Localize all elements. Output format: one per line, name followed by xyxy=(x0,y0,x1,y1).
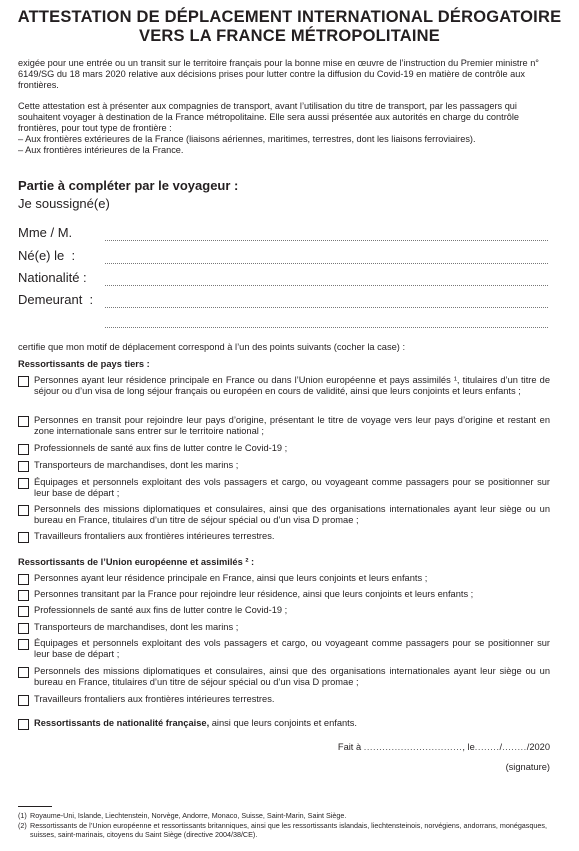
option-eu-crew[interactable] xyxy=(18,638,550,661)
place-date-line xyxy=(338,742,550,752)
option-eu-diplomatic[interactable] xyxy=(18,666,550,689)
address-dotted-line-2[interactable] xyxy=(105,327,548,328)
option-third-country-health[interactable] xyxy=(18,443,550,454)
certifie-statement: certifie que mon motif de déplacement correspond à l’un des points suivants (cocher la case) : xyxy=(18,342,406,352)
checkbox[interactable] xyxy=(18,606,29,617)
footnote-1-text: Royaume-Uni, Islande, Liechtenstein, Norvège, Andorre, Monaco, Suisse, Saint-Marin, Saint Siège. xyxy=(30,811,347,820)
option-label: Personnels des missions diplomatiques et consulaires, ainsi que des organisations internationales ayant leur siège ou un bureau en France, titulaires d’un titre de séjour spécial ou d’un visa D promae ; xyxy=(34,504,550,526)
footnote-2 xyxy=(18,821,563,839)
checkbox[interactable] xyxy=(18,574,29,585)
option-label: Personnes en transit pour rejoindre leur pays d’origine, présentant le titre de voyage vers leur pays d’origine et restant en zone internationale sans entrer sur le territoire national ; xyxy=(34,415,550,437)
option-eu-freight[interactable] xyxy=(18,622,550,633)
group-eu-title: Ressortissants de l’Union européenne et assimilés ² : xyxy=(18,557,255,567)
signature-label: (signature) xyxy=(505,762,550,772)
option-third-country-crew[interactable] xyxy=(18,477,550,500)
option-eu-health[interactable] xyxy=(18,605,550,616)
address-dotted-line[interactable] xyxy=(105,307,548,308)
slash: / xyxy=(499,742,503,752)
option-label: Personnes transitant par la France pour rejoindre leur résidence, ainsi que leurs conjoints et leurs enfants ; xyxy=(34,589,474,599)
footnote-1-number: (1) xyxy=(18,811,27,820)
option-label: Travailleurs frontaliers aux frontières intérieures terrestres. xyxy=(34,694,275,704)
footnote-1 xyxy=(18,811,563,820)
month-dotted-field[interactable]: ........ xyxy=(502,742,527,752)
section-title: Partie à compléter par le voyageur : xyxy=(18,178,239,193)
option-label: Équipages et personnels exploitant des vols passagers et cargo, ou voyageant comme passagers pour se positionner sur leur base de départ ; xyxy=(34,477,550,499)
option-label-bold: Ressortissants de nationalité française, xyxy=(34,718,210,728)
soussigne-label: Je soussigné(e) xyxy=(18,196,110,211)
fait-prefix: Fait à xyxy=(337,742,364,752)
birthdate-dotted-line[interactable] xyxy=(105,263,548,264)
option-label: Transporteurs de marchandises, dont les marins ; xyxy=(34,622,239,632)
address-label: Demeurant : xyxy=(18,292,94,307)
le-label: , le xyxy=(462,742,475,752)
intro-paragraph-1: exigée pour une entrée ou un transit sur le territoire français pour la bonne mise en œuvre de l’instruction du Premier ministre n° 6149/SG du 18 mars 2020 relative aux décisions prises pour lutter contre la diffusion du Covid-19 en matière de contrôle aux frontières. xyxy=(18,58,539,90)
name-label: Mme / M. xyxy=(18,225,73,240)
option-third-country-freight[interactable] xyxy=(18,460,550,471)
option-eu-crossborder[interactable] xyxy=(18,694,550,705)
footnote-divider xyxy=(18,806,52,807)
option-label xyxy=(34,718,550,729)
checkbox[interactable] xyxy=(18,695,29,706)
option-label: Personnels des missions diplomatiques et consulaires, ainsi que des organisations internationales ayant leur siège ou un bureau en France, titulaires d’un titre de séjour spécial ou d’un visa D promae ; xyxy=(34,666,550,688)
checkbox[interactable] xyxy=(18,667,29,678)
option-label: Professionnels de santé aux fins de lutter contre le Covid-19 ; xyxy=(34,443,288,453)
checkbox[interactable] xyxy=(18,590,29,601)
checkbox[interactable] xyxy=(18,505,29,516)
checkbox[interactable] xyxy=(18,444,29,455)
checkbox[interactable] xyxy=(18,461,29,472)
option-label: Personnes ayant leur résidence principale en France ou dans l’Union européenne et pays assimilés ¹, titulaires d’un titre de séjour ou d’un visa de long séjour français ou européen en cours de validité, ainsi que leurs conjoints et leurs enfants ; xyxy=(34,375,550,397)
group-third-country-title: Ressortissants de pays tiers : xyxy=(18,359,150,369)
footnote-2-number: (2) xyxy=(18,821,27,830)
intro-paragraph-2 xyxy=(18,101,558,156)
option-label: Transporteurs de marchandises, dont les marins ; xyxy=(34,460,239,470)
checkbox[interactable] xyxy=(18,416,29,427)
name-dotted-line[interactable] xyxy=(105,240,548,241)
nationality-label: Nationalité : xyxy=(18,270,87,285)
title-line-1: ATTESTATION DE DÉPLACEMENT INTERNATIONAL DÉROGATOIRE xyxy=(17,8,562,26)
name-field[interactable] xyxy=(18,225,548,243)
address-field[interactable] xyxy=(18,292,548,310)
nationality-dotted-line[interactable] xyxy=(105,285,548,286)
title-line-2: VERS LA FRANCE MÉTROPOLITAINE xyxy=(139,27,440,45)
option-french-nationals[interactable] xyxy=(18,718,550,729)
option-label: Travailleurs frontaliers aux frontières intérieures terrestres. xyxy=(34,531,275,541)
nationality-field[interactable] xyxy=(18,270,548,288)
option-third-country-crossborder[interactable] xyxy=(18,531,550,542)
option-eu-transit[interactable] xyxy=(18,589,550,600)
checkbox[interactable] xyxy=(18,719,29,730)
checkbox[interactable] xyxy=(18,532,29,543)
option-label: Personnes ayant leur résidence principale en France, ainsi que leurs conjoints et leurs enfants ; xyxy=(34,573,428,583)
document-title xyxy=(0,8,579,46)
intro-paragraph-2-text: Cette attestation est à présenter aux compagnies de transport, avant l’utilisation du titre de transport, par les passagers qui souhaitent voyager à destination de la France métropolitaine. Elle sera aussi présentée aux autorités en charge du contrôle frontières, pour tout type de frontière : xyxy=(18,101,520,133)
option-label: Équipages et personnels exploitant des vols passagers et cargo, ou voyageant comme passagers pour se positionner sur leur base de départ ; xyxy=(34,638,550,660)
checkbox[interactable] xyxy=(18,639,29,650)
intro-bullet-external: – Aux frontières extérieures de la France (liaisons aériennes, maritimes, terrestres, dont les liaisons ferroviaires). xyxy=(18,134,476,144)
option-eu-residence[interactable] xyxy=(18,573,550,584)
option-third-country-residence[interactable] xyxy=(18,375,550,398)
birthdate-label: Né(e) le : xyxy=(18,248,76,263)
birthdate-field[interactable] xyxy=(18,248,548,266)
year-label: /2020 xyxy=(526,742,550,752)
checkbox[interactable] xyxy=(18,376,29,387)
option-third-country-transit[interactable] xyxy=(18,415,550,438)
checkbox[interactable] xyxy=(18,623,29,634)
option-third-country-diplomatic[interactable] xyxy=(18,504,550,527)
footnote-2-text: Ressortissants de l’Union européenne et ressortissants britanniques, ainsi que les ressortissants islandais, liechtensteinois, norvégiens, andorrans, monégasques, suisses, saint-marinais, citoyens du Saint Siège (directive 2004/38/CE). xyxy=(30,821,547,839)
option-label-rest: ainsi que leurs conjoints et enfants. xyxy=(209,718,357,728)
day-dotted-field[interactable]: ........ xyxy=(474,742,500,752)
checkbox[interactable] xyxy=(18,478,29,489)
place-dotted-field[interactable]: ................................ xyxy=(363,742,463,752)
option-label: Professionnels de santé aux fins de lutter contre le Covid-19 ; xyxy=(34,605,288,615)
intro-bullet-internal: – Aux frontières intérieures de la France. xyxy=(18,145,184,155)
